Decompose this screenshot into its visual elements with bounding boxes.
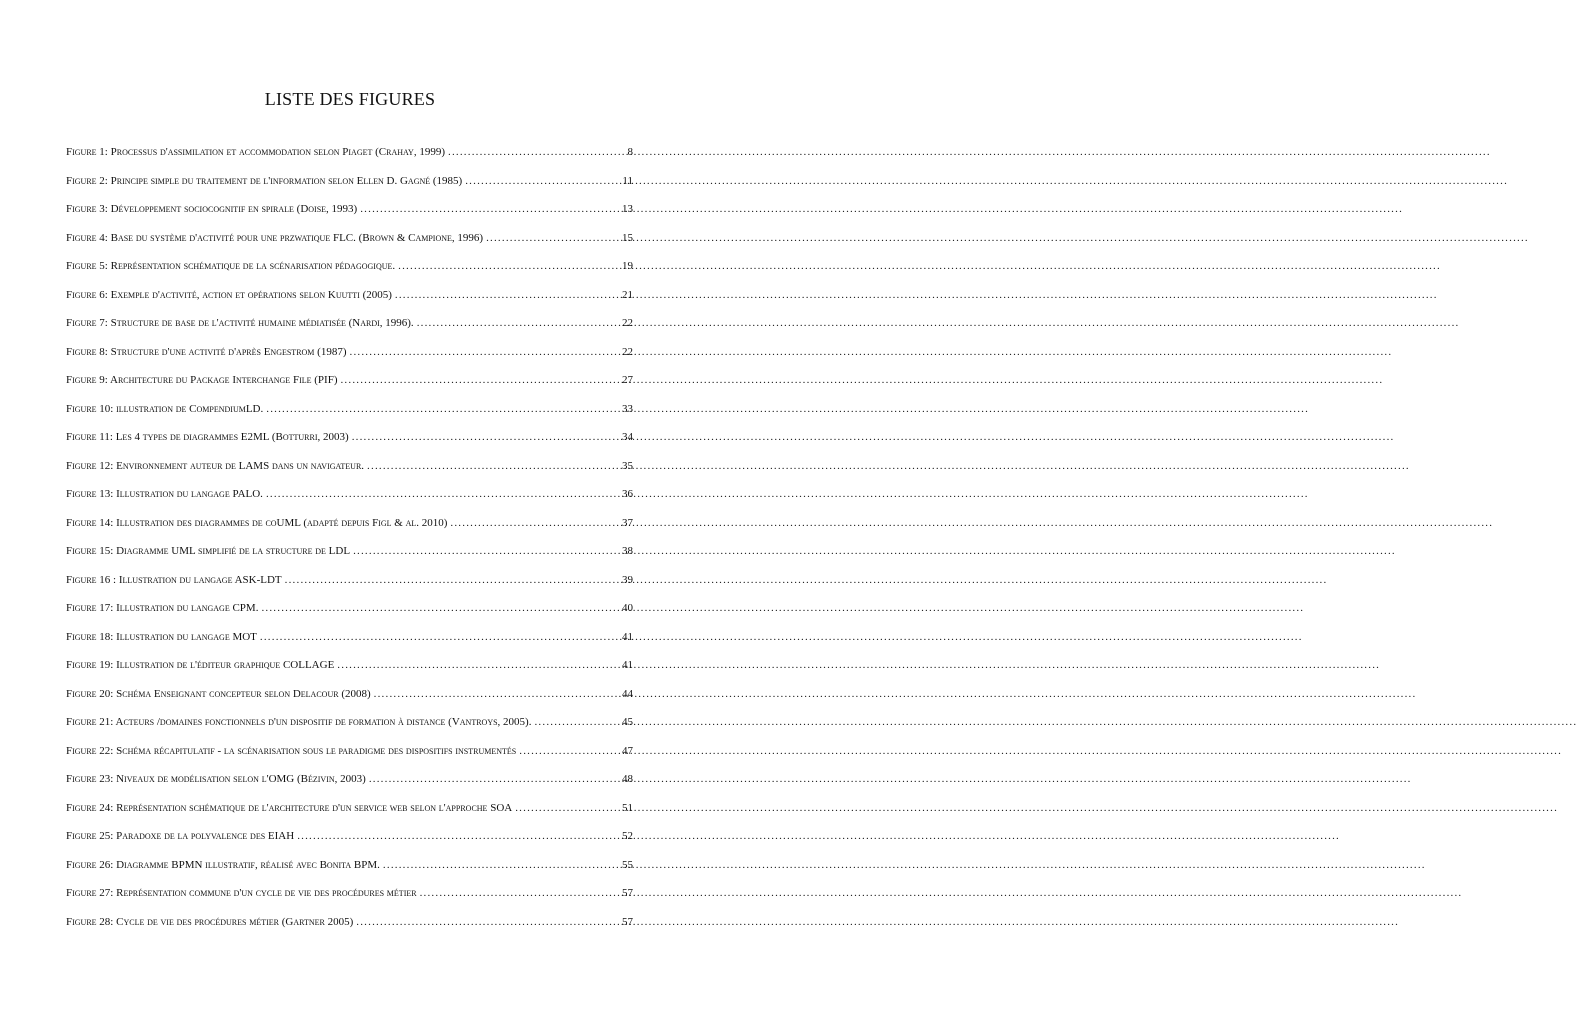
figure-entry[interactable] <box>66 916 633 945</box>
figure-label: Figure 26: Diagramme BPMN illustratif, réalisé avec Bonita BPM. <box>66 858 380 871</box>
dot-leader <box>534 716 620 728</box>
figure-entry[interactable] <box>66 830 633 859</box>
figure-entry[interactable] <box>66 460 633 489</box>
figure-page-number: 13 <box>622 203 633 215</box>
figure-label: Figure 21: Acteurs /domaines fonctionnels d'un dispositif de formation à distance (Vantroys, 2005). <box>66 716 532 728</box>
figure-entry[interactable] <box>66 232 633 261</box>
figure-page-number: 40 <box>622 602 633 614</box>
figure-label: Figure 1: Processus d'assimilation et accommodation selon Piaget (Crahay, 1999) <box>66 146 445 158</box>
figure-page-number: 55 <box>622 858 633 871</box>
figure-entry[interactable] <box>66 631 633 660</box>
figure-label: Figure 5: Représentation schématique de la scénarisation pédagogique. <box>66 260 396 272</box>
figure-label: Figure 28: Cycle de vie des procédures métier (Gartner 2005) <box>66 915 354 928</box>
figure-label: Figure 13: Illustration du langage PALO. <box>66 488 263 500</box>
figure-page-number: 33 <box>622 402 633 415</box>
figure-page-number: 48 <box>622 773 633 785</box>
figure-page-number: 45 <box>622 716 633 728</box>
dot-leader <box>356 916 620 928</box>
figure-entry[interactable] <box>66 887 633 916</box>
figure-entry[interactable] <box>66 431 633 460</box>
figure-page-number: 15 <box>622 231 633 244</box>
figure-label: Figure 18: Illustration du langage MOT <box>66 630 257 643</box>
dot-leader <box>519 745 620 757</box>
figure-label: Figure 10: illustration de CompendiumLD. <box>66 402 264 415</box>
dot-leader <box>266 488 620 500</box>
dot-leader <box>486 232 620 244</box>
dot-leader <box>417 317 620 329</box>
figure-entry[interactable] <box>66 488 633 517</box>
figure-page-number: 41 <box>622 630 633 643</box>
figure-page-number: 19 <box>622 260 633 272</box>
figure-label: Figure 3: Développement sociocognitif en spirale (Doise, 1993) <box>66 203 358 215</box>
figure-entry[interactable] <box>66 716 633 745</box>
dot-leader <box>337 659 620 671</box>
dot-leader <box>398 260 620 272</box>
dot-leader <box>395 289 620 301</box>
dot-leader <box>350 346 621 358</box>
figure-label: Figure 16 : Illustration du langage ASK-LDT <box>66 573 282 586</box>
figure-page-number: 22 <box>622 317 633 329</box>
figure-page-number: 34 <box>622 431 633 443</box>
figure-label: Figure 23: Niveaux de modélisation selon l'OMG (Bézivin, 2003) <box>66 773 366 785</box>
figure-page-number: 35 <box>622 459 633 472</box>
dot-leader <box>374 688 620 700</box>
figure-page-number: 38 <box>622 545 633 557</box>
table-of-figures <box>66 146 633 944</box>
dot-leader <box>450 517 620 529</box>
dot-leader <box>353 545 620 557</box>
figure-page-number: 39 <box>622 573 633 586</box>
dot-leader <box>515 802 620 814</box>
figure-entry[interactable] <box>66 602 633 631</box>
figure-entry[interactable] <box>66 859 633 888</box>
figure-entry[interactable] <box>66 146 633 175</box>
dot-leader <box>367 460 620 472</box>
figure-page-number: 37 <box>622 516 633 529</box>
figure-label: Figure 17: Illustration du langage CPM. <box>66 602 259 614</box>
figure-label: Figure 14: Illustration des diagrammes de coUML (adapté depuis Figl & al. 2010) <box>66 516 448 529</box>
figure-page-number: 44 <box>622 687 633 700</box>
figure-label: Figure 15: Diagramme UML simplifié de la structure de LDL <box>66 545 351 557</box>
figure-label: Figure 6: Exemple d'activité, action et opérations selon Kuutti (2005) <box>66 288 392 301</box>
dot-leader <box>297 830 620 842</box>
figure-entry[interactable] <box>66 175 633 204</box>
dot-leader <box>285 574 620 586</box>
figure-entry[interactable] <box>66 403 633 432</box>
dot-leader <box>360 203 620 215</box>
figure-page-number: 21 <box>622 288 633 301</box>
figure-page-number: 36 <box>622 488 633 500</box>
dot-leader <box>448 146 626 158</box>
figure-label: Figure 2: Principe simple du traitement de l'information selon Ellen D. Gagné (1985) <box>66 174 463 187</box>
figure-page-number: 51 <box>622 801 633 814</box>
figure-entry[interactable] <box>66 802 633 831</box>
dot-leader <box>465 175 620 187</box>
dot-leader <box>383 859 620 871</box>
figure-entry[interactable] <box>66 574 633 603</box>
dot-leader <box>261 602 620 614</box>
dot-leader <box>260 631 620 643</box>
figure-label: Figure 9: Architecture du Package Interchange File (PIF) <box>66 374 338 386</box>
figure-entry[interactable] <box>66 773 633 802</box>
figure-entry[interactable] <box>66 374 633 403</box>
figure-page-number: 52 <box>622 830 633 842</box>
figure-label: Figure 19: Illustration de l'éditeur graphique COLLAGE <box>66 659 335 671</box>
figure-entry[interactable] <box>66 745 633 774</box>
page-title: LISTE DES FIGURES <box>264 89 436 109</box>
figure-page-number: 47 <box>622 744 633 757</box>
figure-page-number: 8 <box>627 146 633 158</box>
dot-leader <box>352 431 620 443</box>
figure-entry[interactable] <box>66 517 633 546</box>
figure-entry[interactable] <box>66 203 633 232</box>
figure-entry[interactable] <box>66 260 633 289</box>
dot-leader <box>266 403 620 415</box>
dot-leader <box>369 773 620 785</box>
figure-label: Figure 27: Représentation commune d'un cycle de vie des procédures métier <box>66 887 417 899</box>
figure-page-number: 22 <box>622 345 633 358</box>
figure-label: Figure 8: Structure d'une activité d'après Engestrom (1987) <box>66 345 347 358</box>
figure-entry[interactable] <box>66 688 633 717</box>
figure-entry[interactable] <box>66 346 633 375</box>
figure-entry[interactable] <box>66 545 633 574</box>
figure-label: Figure 20: Schéma Enseignant concepteur selon Delacour (2008) <box>66 687 371 700</box>
figure-label: Figure 12: Environnement auteur de LAMS dans un navigateur. <box>66 459 365 472</box>
figure-label: Figure 7: Structure de base de l'activité humaine médiatisée (Nardi, 1996). <box>66 317 414 329</box>
figure-page-number: 57 <box>622 915 633 928</box>
figure-page-number: 41 <box>622 659 633 671</box>
figure-label: Figure 22: Schéma récapitulatif - la scénarisation sous le paradigme des dispositifs instrumentés <box>66 744 517 757</box>
figure-page-number: 57 <box>622 887 633 899</box>
figure-label: Figure 4: Base du système d'activité pour une przwatique FLC. (Brown & Campione, 1996) <box>66 231 484 244</box>
dot-leader <box>340 374 620 386</box>
figure-label: Figure 11: Les 4 types de diagrammes E2ML (Botturri, 2003) <box>66 431 349 443</box>
figure-page-number: 27 <box>622 374 633 386</box>
figure-label: Figure 25: Paradoxe de la polyvalence des EIAH <box>66 830 295 842</box>
figure-page-number: 11 <box>622 174 633 187</box>
figure-entry[interactable] <box>66 659 633 688</box>
figure-entry[interactable] <box>66 289 633 318</box>
figure-label: Figure 24: Représentation schématique de l'architecture d'un service web selon l'approche SOA <box>66 801 513 814</box>
figure-entry[interactable] <box>66 317 633 346</box>
dot-leader <box>420 887 620 899</box>
